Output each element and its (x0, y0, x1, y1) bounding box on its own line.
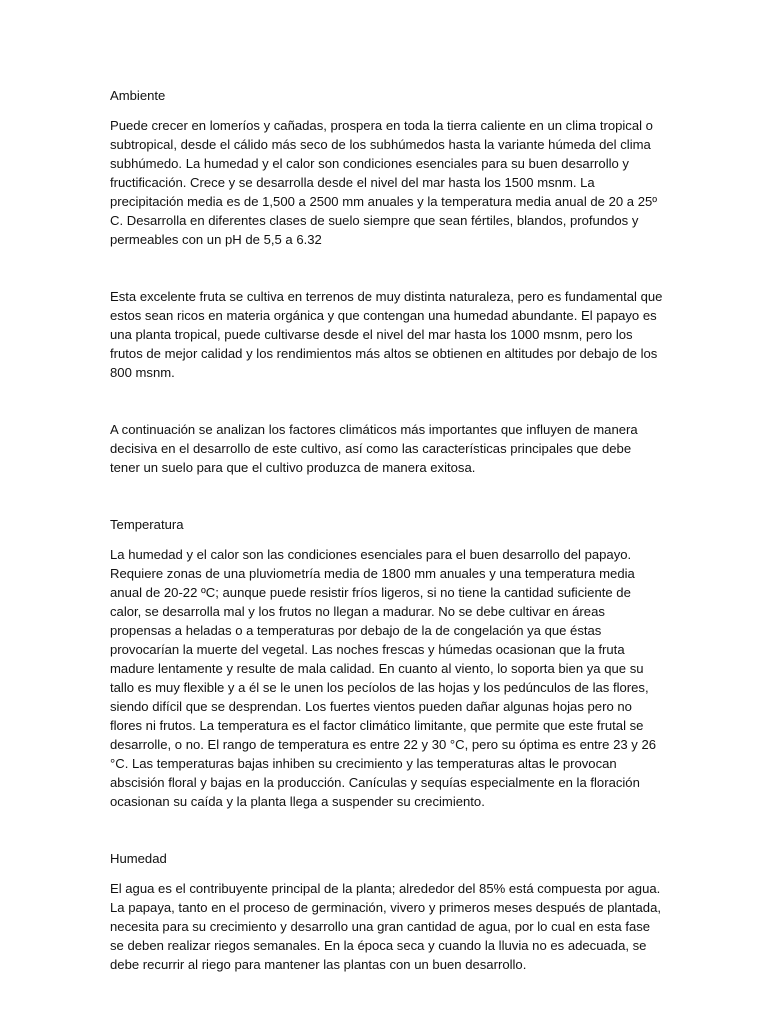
paragraph-ambiente-3: A continuación se analizan los factores climáticos más importantes que influyen de manera decisiva en el desarrollo de este cultivo, así como las características principales que debe tener un suelo para que el cultivo produzca de manera exitosa. (110, 422, 638, 475)
paragraph-humedad-1: El agua es el contribuyente principal de la planta; alrededor del 85% está compuesta por agua. La papaya, tanto en el proceso de germinación, vivero y primeros meses después de plantada, necesita para su crecimiento y desarrollo una gran cantidad de agua, por lo cual en esta fase se deben realizar riegos semanales. En la época seca y cuando la lluvia no es adecuada, se debe recurrir al riego para mantener las plantas con un buen desarrollo. (110, 881, 661, 972)
paragraph-ambiente-2: Esta excelente fruta se cultiva en terrenos de muy distinta naturaleza, pero es fundamental que estos sean ricos en materia orgánica y que contengan una humedad abundante. El papayo es una planta tropical, puede cultivarse desde el nivel del mar hasta los 1000 msnm, pero los frutos de mejor calidad y los rendimientos más altos se obtienen en altitudes por debajo de los 800 msnm. (110, 289, 663, 380)
document-page (110, 86, 664, 974)
spacer (110, 382, 664, 420)
spacer (110, 249, 664, 287)
section-heading-temperatura: Temperatura (110, 517, 184, 532)
section-heading-ambiente: Ambiente (110, 88, 166, 103)
section-heading-humedad: Humedad (110, 851, 167, 866)
spacer (110, 477, 664, 515)
spacer (110, 811, 664, 849)
paragraph-ambiente-1: Puede crecer en lomeríos y cañadas, prospera en toda la tierra caliente en un clima tropical o subtropical, desde el cálido más seco de los subhúmedos hasta la variante húmeda del clima subhúmedo. La humedad y el calor son condiciones esenciales para su buen desarrollo y fructificación. Crece y se desarrolla desde el nivel del mar hasta los 1500 msnm. La precipitación media es de 1,500 a 2500 mm anuales y la temperatura media anual de 20 a 25º C. Desarrolla en diferentes clases de suelo siempre que sean fértiles, blandos, profundos y permeables con un pH de 5,5 a 6.32 (110, 118, 658, 247)
paragraph-temperatura-1: La humedad y el calor son las condiciones esenciales para el buen desarrollo del papayo. Requiere zonas de una pluviometría media de 1800 mm anuales y una temperatura media anual de 20-22 ºC; aunque puede resistir fríos ligeros, si no tiene la cantidad suficiente de calor, se desarrolla mal y los frutos no llegan a madurar. No se debe cultivar en áreas propensas a heladas o a temperaturas por debajo de la de congelación ya que éstas provocarían la muerte del vegetal. Las noches frescas y húmedas ocasionan que la fruta madure lentamente y resulte de mala calidad. En cuanto al viento, lo soporta bien ya que su tallo es muy flexible y a él se le unen los pecíolos de las hojas y los pedúnculos de las flores, siendo difícil que se desprendan. Los fuertes vientos pueden dañar algunas hojas pero no flores ni frutos. La temperatura es el factor climático limitante, que permite que este frutal se desarrolle, o no. El rango de temperatura es entre 22 y 30 °C, pero su óptima es entre 23 y 26 °C. Las temperaturas bajas inhiben su crecimiento y las temperaturas altas le provocan abscisión floral y bajas en la producción. Canículas y sequías especialmente en la floración ocasionan su caída y la planta llega a suspender su crecimiento. (110, 547, 657, 809)
